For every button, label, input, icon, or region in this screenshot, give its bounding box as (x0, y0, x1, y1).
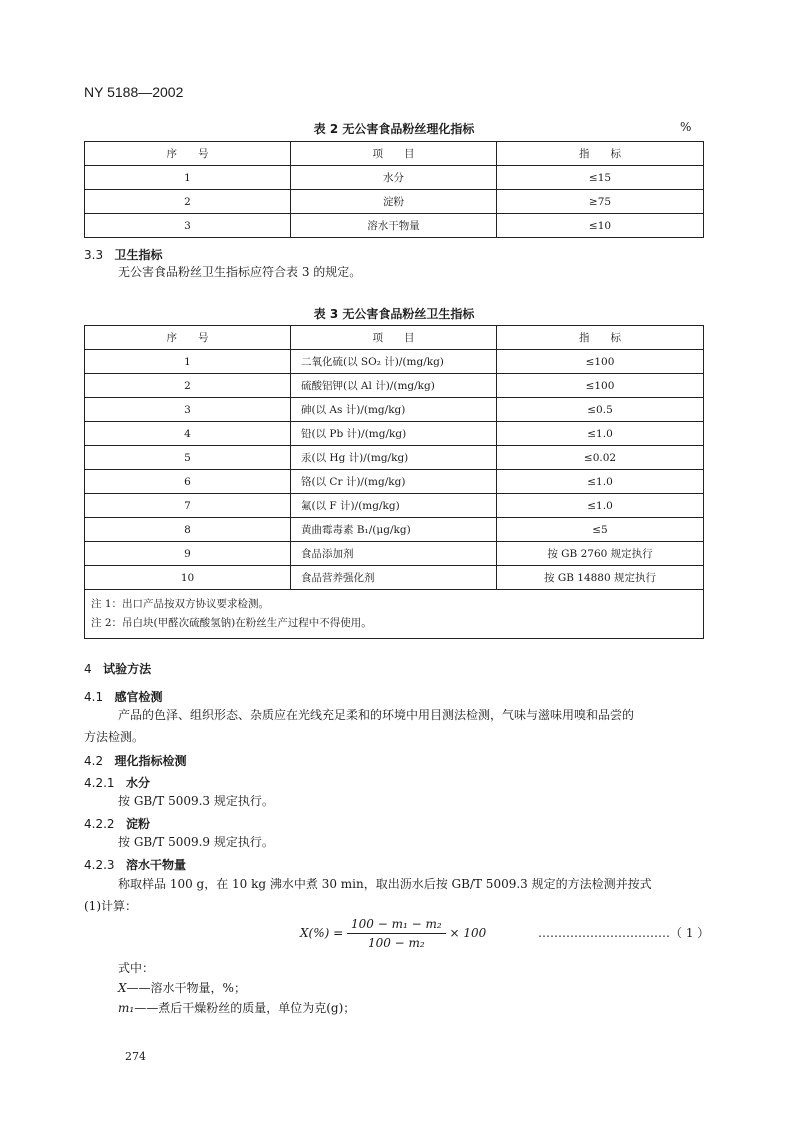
where-desc: ——溶水干物量，%； (126, 981, 246, 995)
formula-denominator: 100 − m₂ (367, 936, 425, 950)
table-note: 注 1：出口产品按双方协议要求检测。 (85, 590, 704, 614)
cell-value: ≤15 (497, 166, 704, 190)
section-4-2-3-text: 称取样品 100 g，在 10 kg 沸水中煮 30 min，取出沥水后按 GB/T 5009.3 规定的方法检测并按式 (118, 877, 652, 891)
cell-index: 6 (85, 470, 291, 494)
formula-1 (300, 917, 486, 950)
cell-value: ≤100 (497, 350, 704, 374)
table-row (85, 494, 704, 518)
col-header-index: 序 号 (85, 142, 291, 166)
page-number: 274 (125, 1050, 146, 1063)
table-row (85, 214, 704, 238)
section-4-2-1-text: 按 GB/T 5009.3 规定执行。 (118, 794, 274, 808)
section-title: 淀粉 (126, 817, 151, 831)
cell-index: 10 (85, 566, 291, 590)
table-note-row (85, 590, 704, 614)
where-desc: ——煮后干燥粉丝的质量，单位为克(g)； (134, 1001, 356, 1015)
cell-item: 淀粉 (291, 190, 497, 214)
cell-item: 汞(以 Hg 计)/(mg/kg) (291, 446, 497, 470)
table-header-row (85, 142, 704, 166)
section-title: 试验方法 (103, 662, 152, 676)
section-number: 4.2.1 (84, 776, 115, 790)
standard-code: NY 5188—2002 (84, 84, 184, 100)
cell-item: 食品营养强化剂 (291, 566, 497, 590)
cell-value: 按 GB 14880 规定执行 (497, 566, 704, 590)
cell-item: 溶水干物量 (291, 214, 497, 238)
table-row (85, 470, 704, 494)
formula-multiplier: × 100 (449, 926, 487, 940)
table2-unit: % (680, 120, 692, 134)
cell-index: 3 (85, 214, 291, 238)
table-row (85, 518, 704, 542)
table-row (85, 446, 704, 470)
table-row (85, 422, 704, 446)
section-4-heading (84, 660, 151, 677)
table-header-row (85, 326, 704, 350)
table-row (85, 566, 704, 590)
col-header-item: 项 目 (291, 142, 497, 166)
cell-value: ≤1.0 (497, 422, 704, 446)
cell-value: ≤0.02 (497, 446, 704, 470)
cell-value: ≤0.5 (497, 398, 704, 422)
cell-item: 食品添加剂 (291, 542, 497, 566)
cell-index: 7 (85, 494, 291, 518)
formula-lhs: X(%) = (300, 926, 344, 940)
cell-index: 2 (85, 374, 291, 398)
section-4-1-text-cont: 方法检测。 (84, 730, 145, 744)
where-item (118, 998, 355, 1018)
section-number: 4.2.2 (84, 817, 115, 831)
col-header-value: 指 标 (497, 142, 704, 166)
cell-index: 1 (85, 166, 291, 190)
table2 (84, 141, 704, 238)
section-4-2-3-heading (84, 856, 186, 873)
section-title: 溶水干物量 (126, 858, 187, 872)
where-symbol: X (118, 981, 127, 995)
section-4-2-2-heading (84, 815, 150, 832)
table2-caption: 表 2 无公害食品粉丝理化指标 (313, 122, 475, 136)
section-3-3-text: 无公害食品粉丝卫生指标应符合表 3 的规定。 (118, 265, 362, 279)
section-3-3-heading (84, 246, 163, 263)
section-title: 卫生指标 (114, 248, 163, 262)
section-4-2-heading (84, 752, 187, 769)
table-row (85, 398, 704, 422)
cell-item: 氟(以 F 计)/(mg/kg) (291, 494, 497, 518)
cell-value: ≤10 (497, 214, 704, 238)
section-number: 4 (84, 662, 92, 676)
cell-item: 硫酸铝钾(以 Al 计)/(mg/kg) (291, 374, 497, 398)
formula-label: ……………………………（ 1 ） (538, 926, 710, 940)
section-number: 4.2.3 (84, 858, 115, 872)
cell-value: ≥75 (497, 190, 704, 214)
table-row (85, 542, 704, 566)
formula-numerator: 100 − m₁ − m₂ (347, 917, 446, 934)
cell-index: 9 (85, 542, 291, 566)
cell-item: 铬(以 Cr 计)/(mg/kg) (291, 470, 497, 494)
section-title: 感官检测 (114, 690, 163, 704)
col-header-index: 序 号 (85, 326, 291, 350)
table3-caption: 表 3 无公害食品粉丝卫生指标 (313, 307, 475, 321)
table-note-row (85, 613, 704, 639)
table-row (85, 350, 704, 374)
section-title: 理化指标检测 (114, 754, 187, 768)
cell-value: ≤1.0 (497, 494, 704, 518)
section-4-2-3-text-cont: (1)计算： (84, 899, 137, 913)
formula-fraction (347, 917, 446, 950)
where-item (118, 978, 246, 998)
col-header-item: 项 目 (291, 326, 497, 350)
cell-index: 4 (85, 422, 291, 446)
cell-item: 砷(以 As 计)/(mg/kg) (291, 398, 497, 422)
section-number: 3.3 (84, 248, 104, 262)
cell-value: ≤5 (497, 518, 704, 542)
cell-index: 3 (85, 398, 291, 422)
section-number: 4.2 (84, 754, 104, 768)
table-row (85, 166, 704, 190)
section-title: 水分 (126, 776, 151, 790)
cell-item: 黄曲霉毒素 B₁/(μg/kg) (291, 518, 497, 542)
section-4-1-text: 产品的色泽、组织形态、杂质应在光线充足柔和的环境中用目测法检测，气味与滋味用嗅和品尝的 (118, 708, 635, 722)
section-4-2-1-heading (84, 774, 150, 791)
cell-value: ≤1.0 (497, 470, 704, 494)
table-row (85, 190, 704, 214)
cell-item: 铅(以 Pb 计)/(mg/kg) (291, 422, 497, 446)
cell-value: 按 GB 2760 规定执行 (497, 542, 704, 566)
where-intro: 式中： (118, 961, 155, 975)
cell-value: ≤100 (497, 374, 704, 398)
cell-index: 1 (85, 350, 291, 374)
section-number: 4.1 (84, 690, 104, 704)
cell-index: 2 (85, 190, 291, 214)
table3 (84, 325, 704, 639)
table-row (85, 374, 704, 398)
section-4-2-2-text: 按 GB/T 5009.9 规定执行。 (118, 835, 274, 849)
cell-item: 水分 (291, 166, 497, 190)
cell-index: 5 (85, 446, 291, 470)
cell-item: 二氧化硫(以 SO₂ 计)/(mg/kg) (291, 350, 497, 374)
section-4-1-heading (84, 688, 163, 705)
cell-index: 8 (85, 518, 291, 542)
where-symbol: m₁ (118, 1001, 135, 1015)
col-header-value: 指 标 (497, 326, 704, 350)
table-note: 注 2：吊白块(甲醛次硫酸氢钠)在粉丝生产过程中不得使用。 (85, 613, 704, 639)
